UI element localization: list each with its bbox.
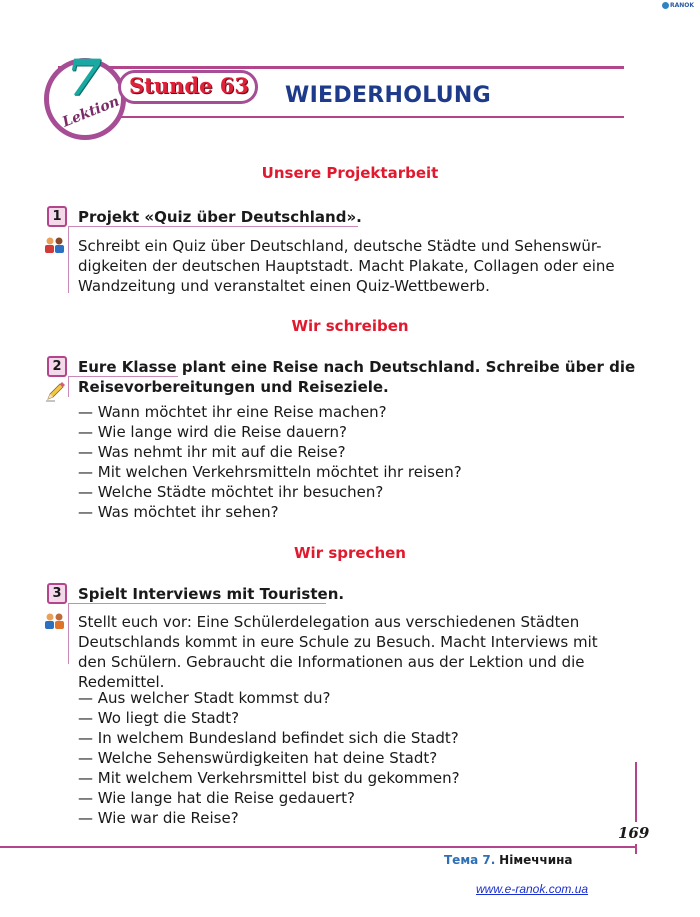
list-item: — In welchem Bundesland befindet sich die Stadt? [78,729,459,747]
task-2-title-line: Eure Klasse plant eine Reise nach Deutschland. Schreibe über die [78,358,636,376]
task-3-rule [68,604,69,664]
task-2-title [78,357,638,397]
task-3-body-line: Redemittel. [78,673,165,691]
list-item: — Was möchtet ihr sehen? [78,503,279,521]
list-item: — Wie lange hat die Reise gedauert? [78,789,356,807]
list-item: — Aus welcher Stadt kommst du? [78,689,331,707]
list-item: — Was nehmt ihr mit auf die Reise? [78,443,346,461]
lesson-label: Lektion [60,93,122,131]
task-3-body-line: Deutschlands kommt in eure Schule zu Besuch. Macht Interviews mit [78,633,598,651]
task-1-title: Projekt «Quiz über Deutschland». [78,208,362,226]
task-3-question-list [78,688,460,828]
list-item: — Mit welchem Verkehrsmittel bist du gekommen? [78,769,460,787]
list-item: — Wo liegt die Stadt? [78,709,240,727]
list-item: — Wann möchtet ihr eine Reise machen? [78,403,387,421]
task-3-body [78,612,638,692]
publisher-logo [662,2,694,9]
task-2-question-list [78,402,462,522]
header-rule-bottom [58,116,624,118]
footer-topic-label: Тема 7. [444,853,496,867]
task-number-1: 1 [47,206,67,227]
footer-topic-name: Німеччина [499,853,573,867]
footer-topic [444,853,573,867]
task-1-body-line: Schreibt ein Quiz über Deutschland, deutsche Städte und Sehenswür- [78,237,602,255]
task-1-rule [68,227,69,293]
task-1-body [78,236,638,296]
footer-rule-horizontal [0,846,637,848]
task-1-body-line: Wandzeitung und veranstaltet einen Quiz-Wettbewerb. [78,277,490,295]
task-number-2: 2 [47,356,67,377]
group-work-icon [44,236,66,254]
section-heading-schreiben: Wir schreiben [291,317,409,335]
lesson-number: 7 [66,48,102,107]
task-2-title-line: Reisevorbereitungen und Reiseziele. [78,378,389,396]
task-number-3: 3 [47,583,67,604]
publisher-logo-icon [662,2,669,9]
task-3-title: Spielt Interviews mit Touristen. [78,585,345,603]
task-3-body-line: den Schülern. Gebraucht die Informationen aus der Lektion und die [78,653,585,671]
list-item: — Wie lange wird die Reise dauern? [78,423,347,441]
footer-url-link[interactable]: www.e-ranok.com.ua [476,882,589,896]
page-title: WIEDERHOLUNG [285,83,491,108]
section-heading-projekt: Unsere Projektarbeit [261,164,439,182]
section-heading-sprechen: Wir sprechen [294,544,406,562]
list-item: — Mit welchen Verkehrsmitteln möchtet ihr reisen? [78,463,462,481]
publisher-logo-text: RANOK [669,2,694,9]
list-item: — Welche Sehenswürdigkeiten hat deine Stadt? [78,749,438,767]
pair-work-icon [44,612,66,630]
header-rule-top [58,66,624,69]
list-item: — Welche Städte möchtet ihr besuchen? [78,483,384,501]
list-item: — Wie war die Reise? [78,809,239,827]
pencil-icon [45,380,67,402]
stunde-label: Stunde 63 [129,73,249,98]
task-1-body-line: digkeiten der deutschen Hauptstadt. Macht Plakate, Collagen oder eine [78,257,615,275]
page-number: 169 [618,824,650,842]
task-3-body-line: Stellt euch vor: Eine Schülerdelegation aus verschiedenen Städten [78,613,580,631]
task-2-rule [68,377,69,397]
